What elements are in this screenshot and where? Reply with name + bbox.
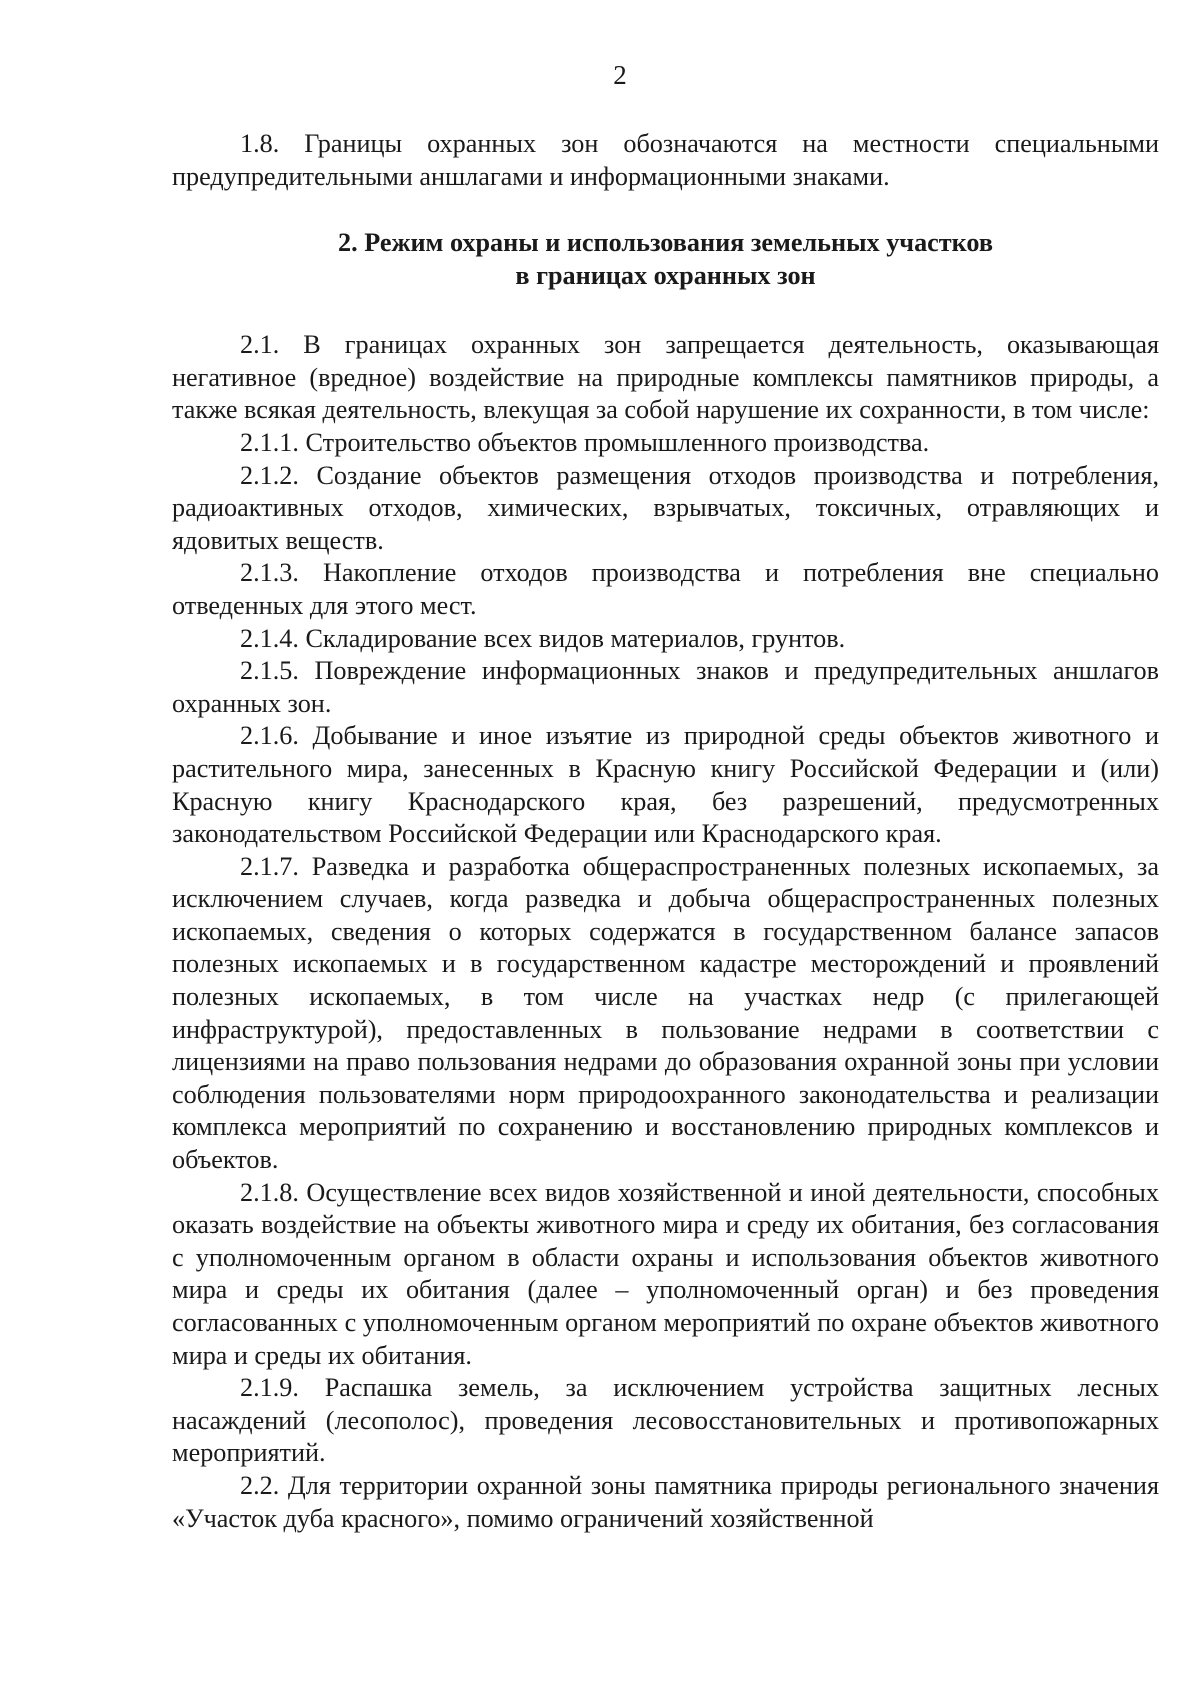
paragraph-2-1-5: 2.1.5. Повреждение информационных знаков и предупредительных аншлагов охранных зон. [172,656,1159,718]
section-2-heading-line-2: в границах охранных зон [515,261,816,291]
paragraph-1-8: 1.8. Границы охранных зон обозначаются на местности специальными предупредительными аншлагами и информационными знаками. [172,129,1159,191]
paragraph-2-1-9: 2.1.9. Распашка земель, за исключением устройства защитных лесных насаждений (лесополос), проведения лесовосстановительных и противопожарных мероприятий. [172,1373,1159,1468]
paragraph-2-1-4: 2.1.4. Складирование всех видов материалов, грунтов. [240,623,846,653]
page-number: 2 [613,60,627,90]
paragraph-2-1-8: 2.1.8. Осуществление всех видов хозяйственной и иной деятельности, способных оказать воздействие на объекты животного мира и среду их обитания, без согласования с уполномоченным органом в области охраны и использования объектов животного мира и среды их обитания (далее – уполномоченный орган) и без проведения согласованных с уполномоченным органом мероприятий по охране объектов животного мира и среды их обитания. [172,1177,1159,1370]
section-2-heading [172,226,1159,292]
paragraph-2-1-2: 2.1.2. Создание объектов размещения отходов производства и потребления, радиоактивных отходов, химических, взрывчатых, токсичных, отравляющих и ядовитых веществ. [172,460,1159,555]
paragraph-2-1-1: 2.1.1. Строительство объектов промышленного производства. [240,427,930,457]
paragraph-2-1-7: 2.1.7. Разведка и разработка общераспространенных полезных ископаемых, за исключением случаев, когда разведка и добыча общераспространенных полезных ископаемых, сведения о которых содержатся в государственном балансе запасов полезных ископаемых и в государственном кадастре месторождений и проявлений полезных ископаемых, в том числе на участках недр (с прилегающей инфраструктурой), предоставленных в пользование недрами в соответствии с лицензиями на право пользования недрами до образования охранной зоны при условии соблюдения пользователями норм природоохранного законодательства и реализации комплекса мероприятий по сохранению и восстановлению природных комплексов и объектов. [172,851,1159,1175]
section-2-heading-line-1: 2. Режим охраны и использования земельных участков [338,228,993,258]
paragraph-2-1-6: 2.1.6. Добывание и иное изъятие из природной среды объектов животного и растительного мира, занесенных в Красную книгу Российской Федерации и (или) Красную книгу Краснодарского края, без разрешений, предусмотренных законодательством Российской Федерации или Краснодарского края. [172,721,1159,849]
paragraph-2-2: 2.2. Для территории охранной зоны памятника природы регионального значения «Участок дуба красного», помимо ограничений хозяйственной [172,1470,1159,1533]
paragraph-2-1: 2.1. В границах охранных зон запрещается деятельность, оказывающая негативное (вредное) воздействие на природные комплексы памятников природы, а также всякая деятельность, влекущая за собой нарушение их сохранности, в том числе: [172,330,1159,425]
document-body [172,128,1159,1535]
paragraph-2-1-3: 2.1.3. Накопление отходов производства и потребления вне специально отведенных для этого мест. [172,558,1159,620]
